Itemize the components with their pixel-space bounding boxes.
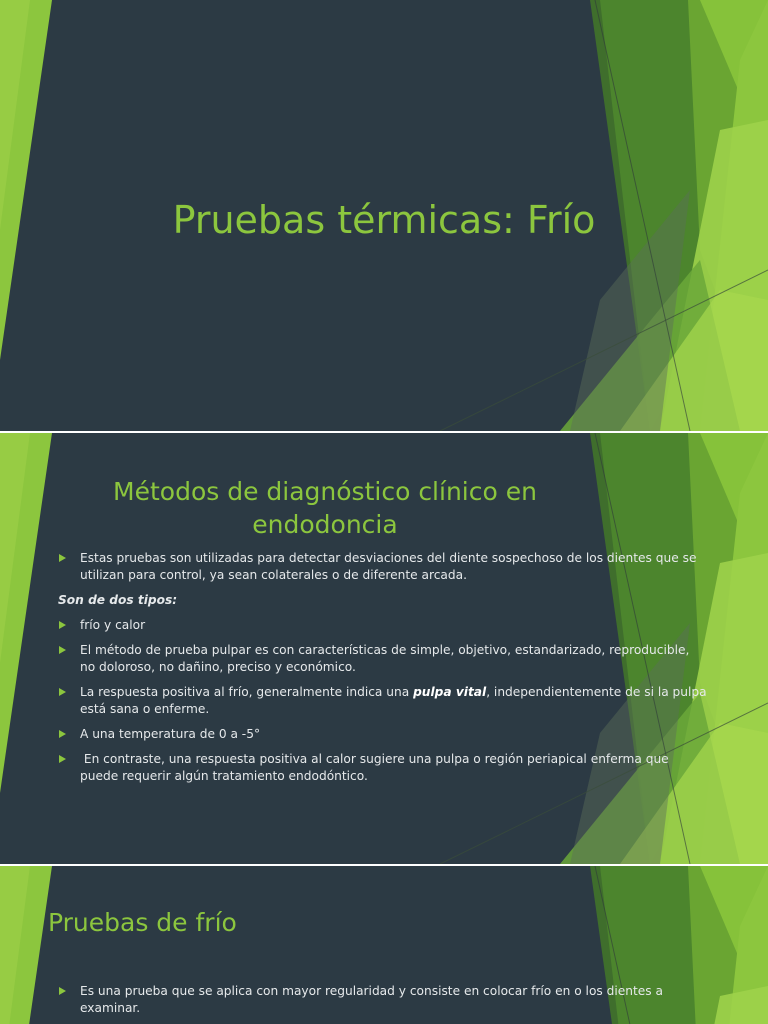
list-item-text-end: , independientemente de si la pulpa está sana o enferme. (80, 685, 707, 716)
subheading: Son de dos tipos: (58, 593, 178, 607)
list-item (58, 983, 708, 1017)
slide-title (0, 0, 768, 431)
list-item-text: A una temperatura de 0 a -5° (80, 727, 261, 741)
triangle-right-icon (59, 554, 66, 562)
list-item-text: En contraste, una respuesta positiva al calor sugiere una pulpa o región periapical enferma que puede requerir algún tratamiento endodóntico. (80, 752, 673, 783)
triangle-right-icon (59, 755, 66, 763)
emphasis-text: pulpa vital (413, 685, 487, 699)
triangle-right-icon (59, 621, 66, 629)
triangle-right-icon (59, 646, 66, 654)
slide-cold-tests-heading: Pruebas de frío (48, 908, 237, 937)
heading-line: Métodos de diagnóstico clínico en (113, 477, 537, 506)
slide-methods-heading (60, 475, 590, 541)
list-item (58, 751, 708, 785)
list-item-text: frío y calor (80, 618, 146, 632)
list-item-text-start: La respuesta positiva al frío, generalmente indica una (80, 685, 414, 699)
slide-methods (0, 433, 768, 864)
triangle-right-icon (59, 987, 66, 995)
triangle-right-icon (59, 730, 66, 738)
list-item (58, 684, 708, 718)
slide-cold-tests (0, 866, 768, 1024)
triangle-right-icon (59, 688, 66, 696)
list-item (58, 617, 708, 634)
list-item (58, 642, 708, 676)
list-item (58, 726, 708, 743)
list-item-text: Es una prueba que se aplica con mayor regularidad y consiste en colocar frío en o los dientes a examinar. (80, 984, 663, 1015)
slide-title-heading: Pruebas térmicas: Frío (172, 198, 596, 242)
slide-cold-tests-body (58, 983, 708, 1024)
list-item-text: El método de prueba pulpar es con características de simple, objetivo, estandarizado, reproducible, no doloroso, no dañino, preciso y económico. (80, 643, 690, 674)
slide-methods-body (58, 550, 708, 793)
heading-line: endodoncia (252, 510, 398, 539)
list-item (58, 550, 708, 584)
list-item-text: Estas pruebas son utilizadas para detectar desviaciones del diente sospechoso de los dientes que se utilizan para control, ya sean colaterales o de diferente arcada. (80, 551, 697, 582)
